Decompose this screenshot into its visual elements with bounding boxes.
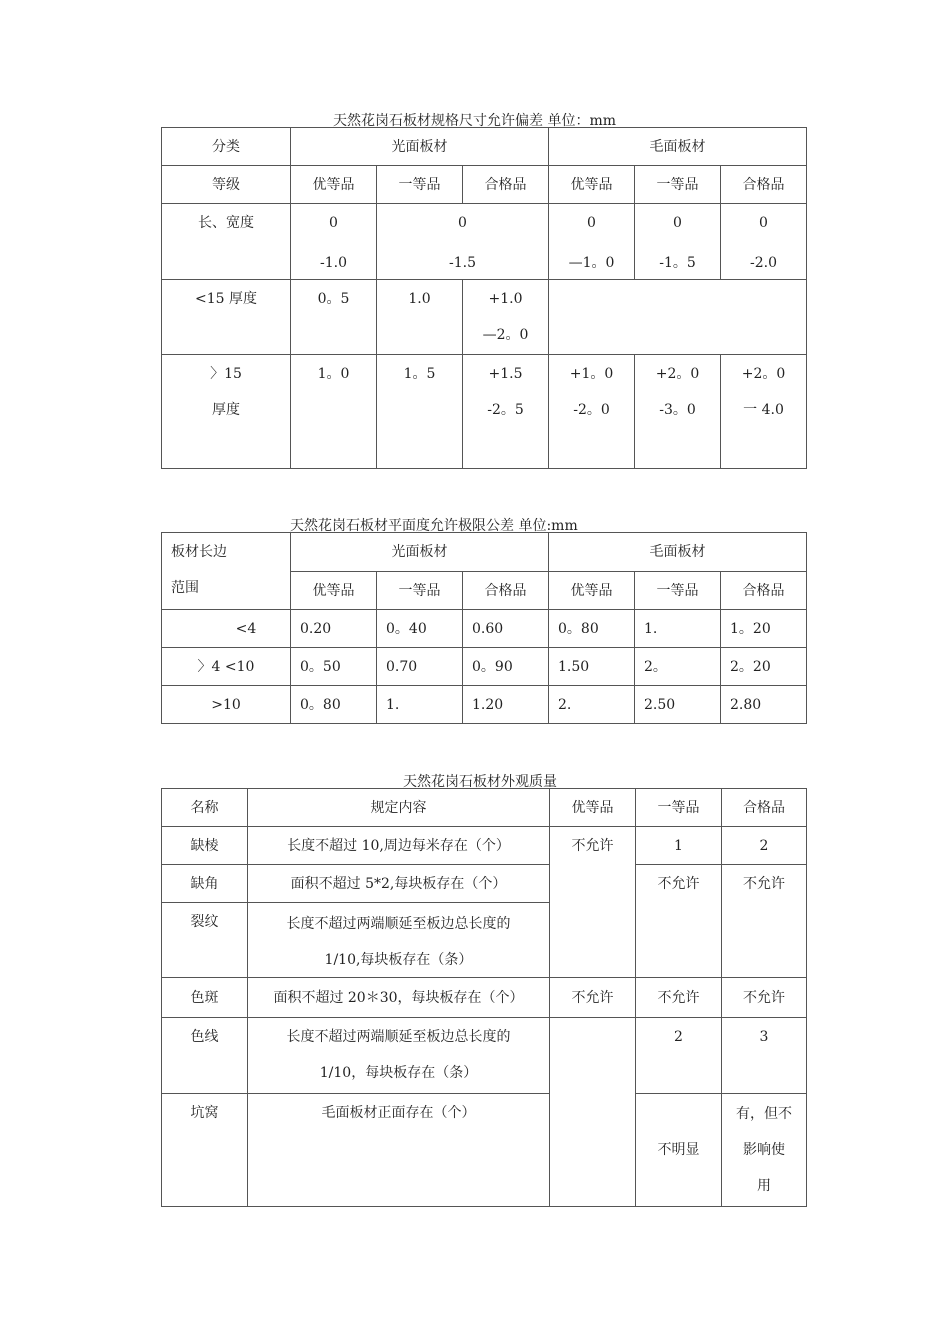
value-cell: 0 —1。0 bbox=[549, 204, 635, 280]
range-label: 〉4 <10 bbox=[162, 648, 291, 686]
grade-cell: 合格品 bbox=[721, 572, 807, 610]
header-name: 名称 bbox=[162, 789, 248, 827]
defect-name: 坑窝 bbox=[162, 1094, 248, 1207]
value-cell: +2。0 -3。0 bbox=[635, 355, 721, 469]
row-label-thickness-gt15: 〉15 厚度 bbox=[162, 355, 291, 469]
grade-cell: 一等品 bbox=[635, 572, 721, 610]
defect-name: 裂纹 bbox=[162, 903, 248, 978]
defect-content: 长度不超过两端顺延至板边总长度的 1/10,每块板存在（条） bbox=[248, 903, 550, 978]
value-cell: 1. bbox=[377, 686, 463, 724]
row-label-thickness-lt15: <15 厚度 bbox=[162, 280, 291, 355]
value-cell: 0。80 bbox=[291, 686, 377, 724]
size-tolerance-table bbox=[161, 127, 807, 469]
value-cell: 0.70 bbox=[377, 648, 463, 686]
grade-value: 2 bbox=[722, 827, 807, 865]
grade-cell: 优等品 bbox=[291, 166, 377, 204]
table2-caption: 天然花岗石板材平面度允许极限公差 单位:mm bbox=[290, 518, 578, 534]
grade-cell: 合格品 bbox=[463, 166, 549, 204]
value-cell: +1.5 -2。5 bbox=[463, 355, 549, 469]
grade-value: 不允许 bbox=[722, 865, 807, 978]
value-cell: +1。0 -2。0 bbox=[549, 355, 635, 469]
value-cell: 1.50 bbox=[549, 648, 635, 686]
value-cell: 2。20 bbox=[721, 648, 807, 686]
row-label-length-width: 长、宽度 bbox=[162, 204, 291, 280]
value-cell: 0.60 bbox=[463, 610, 549, 648]
value-cell: 0 -1.0 bbox=[291, 204, 377, 280]
value-cell: 0。40 bbox=[377, 610, 463, 648]
header-rough: 毛面板材 bbox=[549, 533, 807, 572]
defect-name: 色斑 bbox=[162, 978, 248, 1018]
value-cell: 0。90 bbox=[463, 648, 549, 686]
grade-value: 不允许 bbox=[636, 978, 722, 1018]
defect-name: 缺棱 bbox=[162, 827, 248, 865]
grade-cell: 优等品 bbox=[549, 166, 635, 204]
grade-cell: 优等品 bbox=[549, 572, 635, 610]
value-cell: 2.80 bbox=[721, 686, 807, 724]
grade-cell: 合格品 bbox=[721, 166, 807, 204]
value-cell: 0。5 bbox=[291, 280, 377, 355]
header-grade-3: 合格品 bbox=[722, 789, 807, 827]
value-cell: 1。0 bbox=[291, 355, 377, 469]
defect-name: 色线 bbox=[162, 1018, 248, 1094]
header-grade-2: 一等品 bbox=[636, 789, 722, 827]
grade-cell: 一等品 bbox=[635, 166, 721, 204]
header-rough: 毛面板材 bbox=[549, 128, 807, 166]
value-cell: 1。20 bbox=[721, 610, 807, 648]
grade-value: 1 bbox=[636, 827, 722, 865]
defect-content: 长度不超过两端顺延至板边总长度的 1/10，每块板存在（条） bbox=[248, 1018, 550, 1094]
value-cell: 0 -1。5 bbox=[635, 204, 721, 280]
grade-value: 不允许 bbox=[722, 978, 807, 1018]
header-grade: 等级 bbox=[162, 166, 291, 204]
grade-cell: 一等品 bbox=[377, 166, 463, 204]
grade-value-empty bbox=[550, 1018, 636, 1207]
grade-cell: 一等品 bbox=[377, 572, 463, 610]
value-cell: 0 -2.0 bbox=[721, 204, 807, 280]
grade-value: 不允许 bbox=[550, 978, 636, 1018]
value-cell: 0.20 bbox=[291, 610, 377, 648]
empty-cell bbox=[549, 280, 807, 355]
appearance-quality-table bbox=[161, 788, 807, 1207]
grade-value: 3 bbox=[722, 1018, 807, 1094]
grade-value: 2 bbox=[636, 1018, 722, 1094]
defect-content: 毛面板材正面存在（个） bbox=[248, 1094, 550, 1207]
table1-caption: 天然花岗石板材规格尺寸允许偏差 单位：mm bbox=[333, 113, 616, 129]
header-polished: 光面板材 bbox=[291, 533, 549, 572]
flatness-tolerance-table bbox=[161, 532, 807, 724]
range-label: >10 bbox=[162, 686, 291, 724]
value-cell: 2。 bbox=[635, 648, 721, 686]
header-content: 规定内容 bbox=[248, 789, 550, 827]
value-cell: +2。0 一 4.0 bbox=[721, 355, 807, 469]
grade-value: 不明显 bbox=[636, 1094, 722, 1207]
value-cell: 0。80 bbox=[549, 610, 635, 648]
grade-value: 不允许 bbox=[636, 865, 722, 978]
value-cell: +1.0 —2。0 bbox=[463, 280, 549, 355]
grade-cell: 优等品 bbox=[291, 572, 377, 610]
header-length-range: 板材长边 范围 bbox=[162, 533, 291, 610]
grade-value: 不允许 bbox=[550, 827, 636, 978]
header-polished: 光面板材 bbox=[291, 128, 549, 166]
grade-value: 有，但不 影响使 用 bbox=[722, 1094, 807, 1207]
value-cell: 1.20 bbox=[463, 686, 549, 724]
defect-content: 面积不超过 20＊30，每块板存在（个） bbox=[248, 978, 550, 1018]
table3-caption: 天然花岗石板材外观质量 bbox=[403, 774, 557, 790]
value-cell: 0。50 bbox=[291, 648, 377, 686]
value-cell: 1。5 bbox=[377, 355, 463, 469]
value-cell: 2. bbox=[549, 686, 635, 724]
value-cell: 1. bbox=[635, 610, 721, 648]
value-cell: 2.50 bbox=[635, 686, 721, 724]
value-cell: 1.0 bbox=[377, 280, 463, 355]
defect-content: 长度不超过 10,周边每米存在（个） bbox=[248, 827, 550, 865]
header-class: 分类 bbox=[162, 128, 291, 166]
defect-name: 缺角 bbox=[162, 865, 248, 903]
value-cell: 0 -1.5 bbox=[377, 204, 549, 280]
header-grade-1: 优等品 bbox=[550, 789, 636, 827]
range-label: <4 bbox=[162, 610, 291, 648]
defect-content: 面积不超过 5*2,每块板存在（个） bbox=[248, 865, 550, 903]
grade-cell: 合格品 bbox=[463, 572, 549, 610]
